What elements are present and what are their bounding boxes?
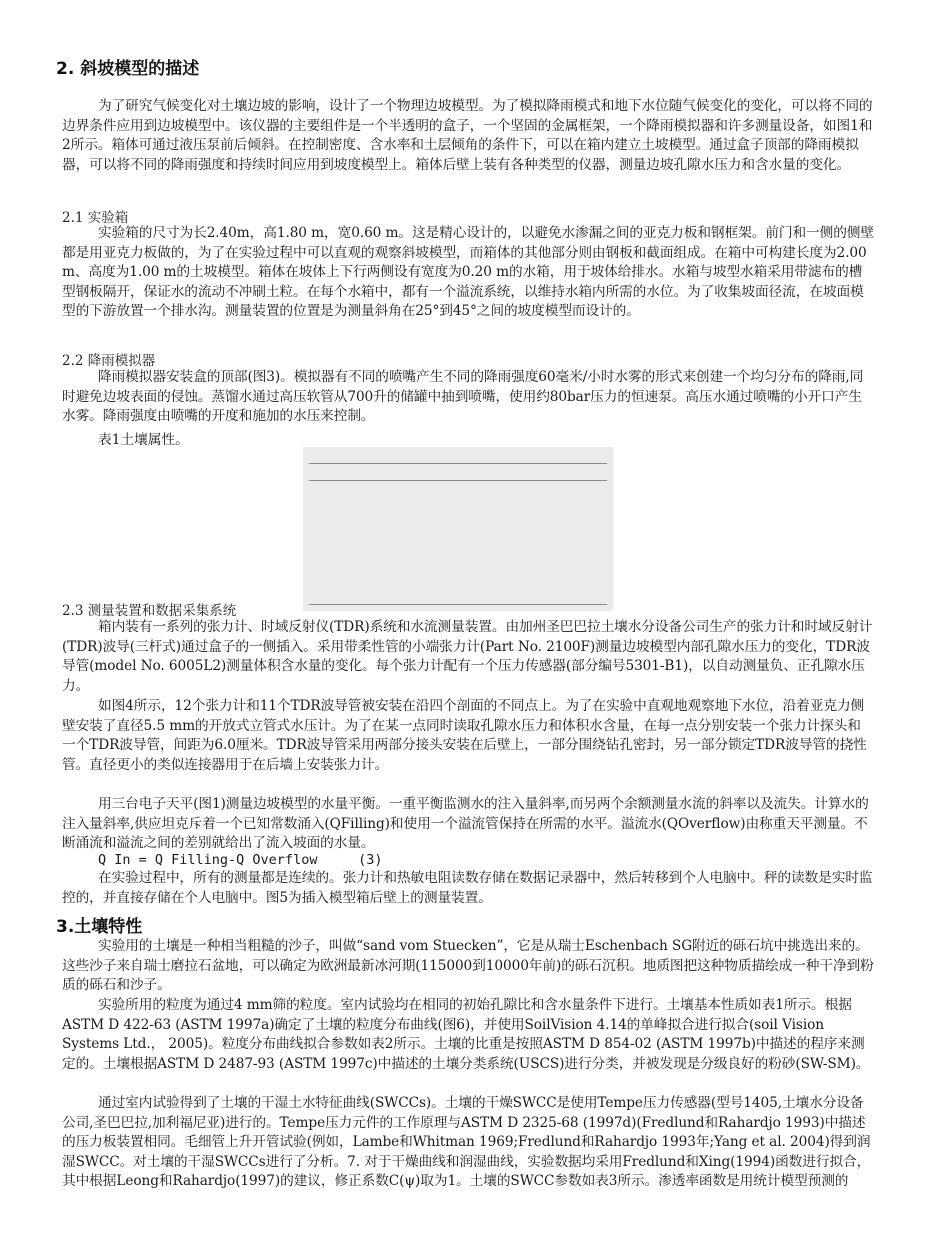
- subsection-2-3-paragraph-1: 箱内装有一系列的张力计、时域反射仪(TDR)系统和水流测量装置。由加州圣巴巴拉土壤水分设备公司生产的张力计和时域反射计(TDR)波导(三杆式)通过盒子的一侧插入。采用带柔性管的小端张力计(Part No. 2100F)测量边坡模型内部孔隙水压力的变化，TDR波导管(model No. 6005L2)测量体积含水量的变化。每个张力计配有一个压力传感器(部分编号5301-B1)，以自动测量负、正孔隙水压力。: [62, 619, 873, 694]
- subsection-2-3-paragraph-3: 用三台电子天平(图1)测量边坡模型的水量平衡。一重平衡监测水的注入量斜率,而另两个余额测量水流的斜率以及流失。计算水的注入量斜率,供应坦克斥着一个已知常数涌入(QFilling)和使用一个溢流管保持在所需的水平。溢流水(QOverflow)由称重天平测量。不断涌流和溢流之间的差别就给出了流入坡面的水量。: [62, 796, 869, 852]
- subsection-2-1-paragraph: 实验箱的尺寸为长2.40m，高1.80 m，宽0.60 m。这是精心设计的，以避免水渗漏之间的亚克力板和钢框架。前门和一侧的侧壁都是用亚克力板做的，为了在实验过程中可以直观的观察斜坡模型，而箱体的其他部分则由钢板和截面组成。在箱中可构建长度为2.00 m、高度为1.00 m的土坡模型。箱体在坡体上下行两侧设有宽度为0.20 m的水箱，用于坡体给排水。水箱与坡型水箱采用带滤布的槽型钢板隔开，保证水的流动不冲刷土粒。在每个水箱中，都有一个溢流系统，以维持水箱内所需的水位。为了收集坡面径流，在坡面模型的下游放置一个排水沟。测量装置的位置是为测量斜角在25°到45°之间的坡度模型而设计的。: [62, 225, 874, 320]
- table-row: [311, 532, 607, 541]
- table-row: [319, 502, 615, 511]
- table-row: [311, 562, 607, 571]
- section-3-paragraph-2: 实验所用的粒度为通过4 mm筛的粒度。室内试验均在相同的初始孔隙比和含水量条件下进行。土壤基本性质如表1所示。根据ASTM D 422-63 (ASTM 1997a)确定了土壤的粒度分布曲线(图6)，并使用SoilVision 4.14的单峰拟合进行拟合(soil Vision Systems Ltd.， 2005)。粒度分布曲线拟合参数如表2所示。土壤的比重是按照ASTM D 854-02 (ASTM 1997b)中描述的程序来测定的。土壤根据ASTM D 2487-93 (ASTM 1997c)中描述的土壤分类系统(USCS)进行分类，并被发现是分级良好的粉砂(SW-SM)。: [62, 997, 870, 1072]
- table-row: [311, 552, 607, 561]
- subsection-2-3-heading: 2.3 测量装置和数据采集系统: [62, 603, 237, 619]
- subsection-2-3-paragraph-2: 如图4所示，12个张力计和11个TDR波导管被安装在沿四个剖面的不同点上。为了在实验中直观地观察地下水位，沿着亚克力侧壁安装了直径5.5 mm的开放式立管式水压计。为了在某一点同时读取孔隙水压力和体积水含量，在每一点分别安装一个张力计探头和一个TDR波导管，间距为6.0厘米。TDR波导管采用两部分接头安装在后壁上，一部分围绕钻孔密封，另一部分锁定TDR波导管的挠性管。直径更小的类似连接器用于在后墙上安装张力计。: [62, 698, 867, 773]
- table-row: [311, 483, 607, 492]
- subsection-2-3-paragraph-4: 在实验过程中，所有的测量都是连续的。张力计和热敏电阻读数存储在数据记录器中，然后转移到个人电脑中。秤的读数是实时监控的，并直接存储在个人电脑中。图5为插入模型箱后壁上的测量装置。: [62, 870, 873, 906]
- table-rule-top: [309, 463, 607, 464]
- soil-properties-table: [303, 447, 613, 611]
- section-2-heading: 2. 斜坡模型的描述: [56, 59, 200, 79]
- section-3-heading: 3.土壤特性: [56, 917, 143, 937]
- table-row: [311, 572, 607, 581]
- subsection-2-1-heading: 2.1 实验箱: [62, 210, 129, 226]
- table-rule-bottom: [309, 604, 607, 605]
- subsection-2-2-heading: 2.2 降雨模拟器: [62, 353, 156, 369]
- table-row: [311, 542, 607, 551]
- section-3-paragraph-1: 实验用的土壤是一种相当粗糙的沙子，叫做“sand vom Stuecken”，它是从瑞士Eschenbach SG附近的砾石坑中挑选出来的。这些沙子来自瑞士磨拉石盆地，可以确定为欧洲最新冰河期(115000到10000年前)的砾石沉积。地质图把这种物质描绘成一种干净到粉质的砾石和沙子。: [62, 938, 874, 994]
- subsection-2-2-paragraph: 降雨模拟器安装盒的顶部(图3)。模拟器有不同的喷嘴产生不同的降雨强度60毫米/小时水雾的形式来创建一个均匀分布的降雨,同时避免边坡表面的侵蚀。蒸馏水通过高压软管从700升的储罐中抽到喷嘴，使用约80bar压力的恒速泵。高压水通过喷嘴的小开口产生水雾。降雨强度由喷嘴的开度和施加的水压来控制。: [62, 369, 864, 425]
- equation-3: Q In = Q Filling-Q Overflow (3): [98, 852, 383, 868]
- table-1-caption: 表1土壤属性。: [98, 432, 189, 448]
- table-row: [311, 492, 607, 501]
- table-row: [319, 522, 615, 531]
- table-rule-header: [309, 480, 607, 481]
- section-2-intro-paragraph: 为了研究气候变化对土壤边坡的影响，设计了一个物理边坡模型。为了模拟降雨模式和地下水位随气候变化的变化，可以将不同的边界条件应用到边坡模型中。该仪器的主要组件是一个半透明的盒子，一个坚固的金属框架，一个降雨模拟器和许多测量设备，如图1和2所示。箱体可通过液压泵前后倾斜。在控制密度、含水率和土层倾角的条件下，可以在箱内建立土坡模型。通过盒子顶部的降雨模拟器，可以将不同的降雨强度和持续时间应用到坡度模型上。箱体后壁上装有各种类型的仪器，测量边坡孔隙水压力和含水量的变化。: [62, 98, 873, 173]
- table-row: [311, 592, 607, 601]
- section-3-paragraph-3: 通过室内试验得到了土壤的干湿土水特征曲线(SWCCs)。土壤的干燥SWCC是使用Tempe压力传感器(型号1405,土壤水分设备公司,圣巴巴拉,加利福尼亚)进行的。Tempe压力元件的工作原理与ASTM D 2325-68 (1997d)(Fredlund和Rahardjo 1993)中描述的压力板装置相同。毛细管上升开管试验(例如，Lambe和Whitman 1969;Fredlund和Rahardjo 1993年;Yang et al. 2004)得到润湿SWCC。对土壤的干湿SWCCs进行了分析。7. 对于干燥曲线和润湿曲线，实验数据均采用Fredlund和Xing(1994)函数进行拟合，其中根据Leong和Rahardjo(1997)的建议，修正系数C(ψ)取为1。土壤的SWCC参数如表3所示。渗透率函数是用统计模型预测的: [62, 1095, 871, 1190]
- table-row: [319, 512, 615, 521]
- table-row: [311, 582, 607, 591]
